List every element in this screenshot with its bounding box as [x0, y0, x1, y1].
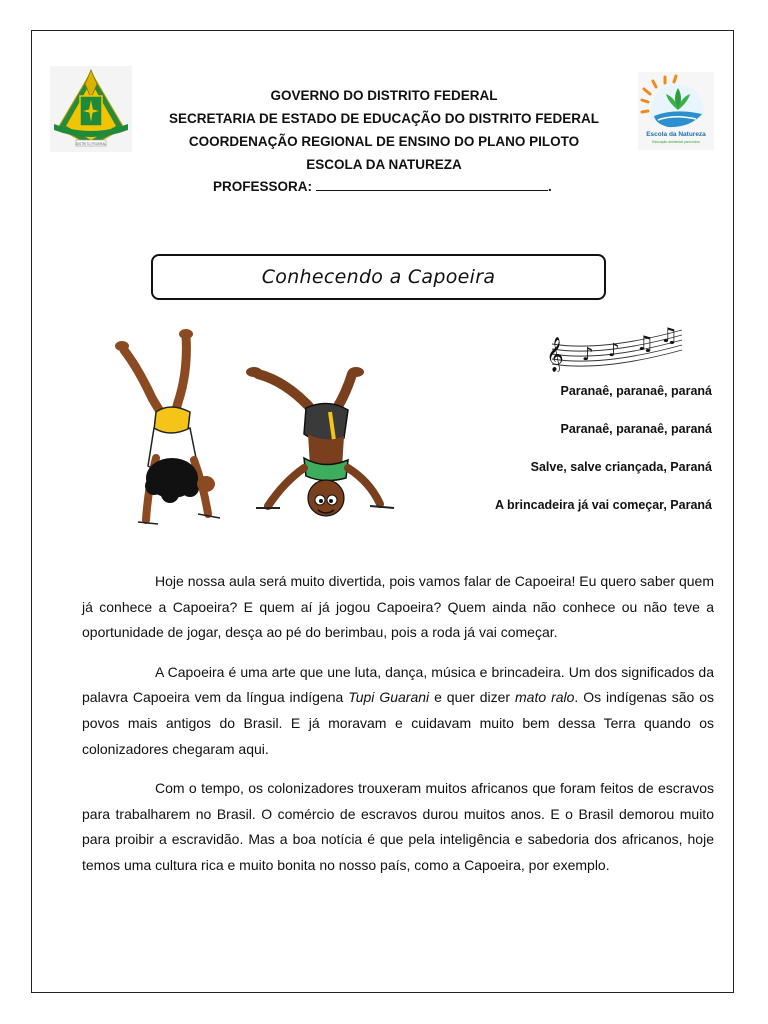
boy-handstand-figure	[246, 367, 394, 516]
professor-field	[213, 176, 552, 194]
music-notes-icon	[542, 322, 688, 372]
document-header	[120, 84, 648, 176]
svg-text:♫: ♫	[636, 331, 654, 355]
page-title: Conhecendo a Capoeira	[261, 266, 496, 288]
girl-cartwheel-figure	[115, 329, 220, 524]
escola-natureza-logo	[638, 72, 714, 150]
lyrics-line: Paranaê, paranaê, paraná	[560, 422, 712, 436]
paragraph-meaning: A Capoeira é uma arte que une luta, dança, música e brincadeira. Um dos significados da palavra Capoeira vem da língua indígena Tupi Guarani e quer dizer mato ralo. Os indígenas são os povos mais antigos do Brasil. E já moravam e cuidavam muito bem dessa Terra quando os colonizadores chegaram aqui.	[82, 663, 714, 757]
professor-label: PROFESSORA:	[213, 179, 313, 194]
svg-text:𝄞: 𝄞	[546, 337, 564, 372]
lyrics-line: A brincadeira já vai começar, Paraná	[494, 498, 712, 512]
header-secretariat: SECRETARIA DE ESTADO DE EDUCAÇÃO DO DISTRITO FEDERAL	[168, 111, 600, 126]
header-government: GOVERNO DO DISTRITO FEDERAL	[270, 88, 498, 103]
svg-text:♫: ♫	[660, 323, 678, 347]
lyrics-line: Salve, salve criançada, Paraná	[530, 460, 712, 474]
header-coordination: COORDENAÇÃO REGIONAL DE ENSINO DO PLANO PILOTO	[188, 134, 580, 149]
header-school: ESCOLA DA NATUREZA	[306, 157, 462, 172]
professor-end: .	[548, 179, 552, 194]
logo-right-name: Escola da Natureza	[646, 131, 706, 138]
term-mato-ralo: mato ralo	[515, 689, 575, 706]
term-tupi-guarani: Tupi Guarani	[348, 689, 430, 706]
svg-text:♪: ♪	[608, 340, 620, 361]
svg-text:♪: ♪	[582, 344, 594, 365]
title-box	[151, 254, 606, 300]
professor-blank-line[interactable]	[316, 176, 548, 191]
logo-right-tagline: Educação ambiental para todos	[652, 140, 700, 144]
song-lyrics	[392, 382, 712, 534]
paragraph-intro: Hoje nossa aula será muito divertida, pois vamos falar de Capoeira! Eu quero saber quem já conhece a Capoeira? E quem aí já jogou Capoeira? Quem ainda não conhece ou não teve a oportunidade de jogar, desça ao pé do berimbau, pois a roda já vai começar.	[82, 573, 714, 641]
logo-left-text: DISTRITO FEDERAL	[75, 142, 107, 146]
body-text	[82, 569, 714, 893]
paragraph-history: Com o tempo, os colonizadores trouxeram muitos africanos que foram feitos de escravos para trabalharem no Brasil. O comércio de escravos durou muitos anos. E o Brasil demorou muito para proibir a escravidão. Mas a boa notícia é que pela inteligência e sabedoria dos africanos, hoje temos uma cultura rica e muito bonita no nosso país, como a Capoeira, por exemplo.	[82, 780, 714, 873]
lyrics-line: Paranaê, paranaê, paraná	[560, 384, 712, 398]
